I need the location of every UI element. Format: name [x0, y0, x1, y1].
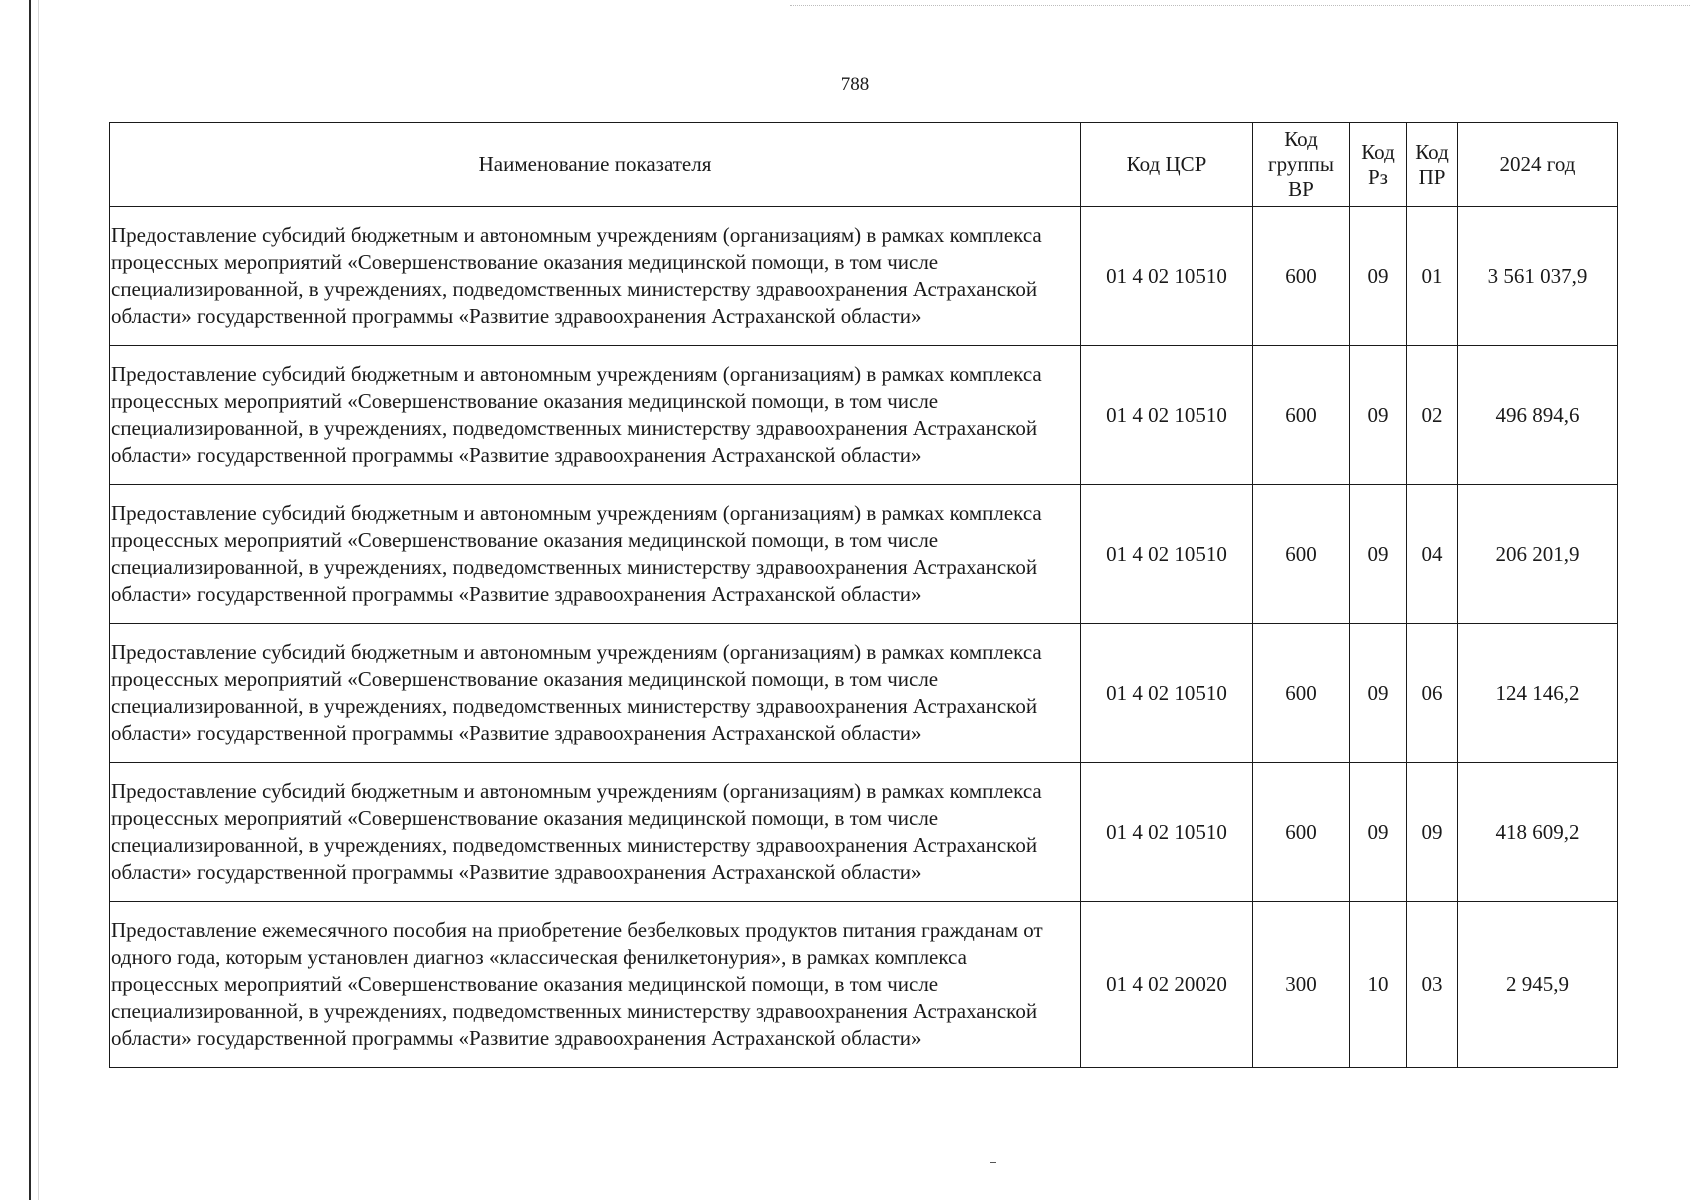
row-csr-cell: 01 4 02 10510 — [1081, 207, 1253, 346]
header-rz-code: Код Рз — [1350, 123, 1407, 207]
row-name-cell: Предоставление субсидий бюджетным и автономным учреждениям (организациям) в рамках комплекса процессных мероприятий «Совершенствование оказания медицинской помощи, в том числе специализированной, в учреждениях, подведомственных министерству здравоохранения Астраханской области» государственной программы «Развитие здравоохранения Астраханской области» — [110, 763, 1081, 902]
row-pr-cell: 04 — [1407, 485, 1458, 624]
table-header-row — [110, 123, 1618, 207]
row-amount-cell: 2 945,9 — [1458, 902, 1618, 1068]
row-vr-cell: 600 — [1253, 207, 1350, 346]
header-csr-code: Код ЦСР — [1081, 123, 1253, 207]
budget-table — [109, 122, 1618, 1068]
table-row — [110, 624, 1618, 763]
row-csr-cell: 01 4 02 10510 — [1081, 624, 1253, 763]
row-pr-cell: 02 — [1407, 346, 1458, 485]
row-amount-cell: 124 146,2 — [1458, 624, 1618, 763]
row-pr-cell: 01 — [1407, 207, 1458, 346]
row-pr-cell: 06 — [1407, 624, 1458, 763]
row-csr-cell: 01 4 02 10510 — [1081, 485, 1253, 624]
row-vr-cell: 600 — [1253, 763, 1350, 902]
row-rz-cell: 09 — [1350, 485, 1407, 624]
row-name-cell: Предоставление субсидий бюджетным и автономным учреждениям (организациям) в рамках комплекса процессных мероприятий «Совершенствование оказания медицинской помощи, в том числе специализированной, в учреждениях, подведомственных министерству здравоохранения Астраханской области» государственной программы «Развитие здравоохранения Астраханской области» — [110, 485, 1081, 624]
row-csr-cell: 01 4 02 20020 — [1081, 902, 1253, 1068]
row-vr-cell: 600 — [1253, 485, 1350, 624]
table-row — [110, 485, 1618, 624]
scan-top-artifact — [790, 5, 1690, 6]
scan-edge-line — [29, 0, 31, 1200]
row-vr-cell: 300 — [1253, 902, 1350, 1068]
row-pr-cell: 09 — [1407, 763, 1458, 902]
row-csr-cell: 01 4 02 10510 — [1081, 346, 1253, 485]
row-csr-cell: 01 4 02 10510 — [1081, 763, 1253, 902]
row-rz-cell: 09 — [1350, 207, 1407, 346]
row-amount-cell: 418 609,2 — [1458, 763, 1618, 902]
row-rz-cell: 09 — [1350, 346, 1407, 485]
page-number: 788 — [840, 74, 870, 95]
header-pr-code: Код ПР — [1407, 123, 1458, 207]
header-vr-group-code: Код группы ВР — [1253, 123, 1350, 207]
table-row — [110, 902, 1618, 1068]
row-vr-cell: 600 — [1253, 624, 1350, 763]
row-amount-cell: 496 894,6 — [1458, 346, 1618, 485]
row-pr-cell: 03 — [1407, 902, 1458, 1068]
row-name-cell: Предоставление субсидий бюджетным и автономным учреждениям (организациям) в рамках комплекса процессных мероприятий «Совершенствование оказания медицинской помощи, в том числе специализированной, в учреждениях, подведомственных министерству здравоохранения Астраханской области» государственной программы «Развитие здравоохранения Астраханской области» — [110, 346, 1081, 485]
row-amount-cell: 3 561 037,9 — [1458, 207, 1618, 346]
row-rz-cell: 09 — [1350, 624, 1407, 763]
row-name-cell: Предоставление субсидий бюджетным и автономным учреждениям (организациям) в рамках комплекса процессных мероприятий «Совершенствование оказания медицинской помощи, в том числе специализированной, в учреждениях, подведомственных министерству здравоохранения Астраханской области» государственной программы «Развитие здравоохранения Астраханской области» — [110, 207, 1081, 346]
row-rz-cell: 10 — [1350, 902, 1407, 1068]
row-vr-cell: 600 — [1253, 346, 1350, 485]
row-name-cell: Предоставление субсидий бюджетным и автономным учреждениям (организациям) в рамках комплекса процессных мероприятий «Совершенствование оказания медицинской помощи, в том числе специализированной, в учреждениях, подведомственных министерству здравоохранения Астраханской области» государственной программы «Развитие здравоохранения Астраханской области» — [110, 624, 1081, 763]
row-amount-cell: 206 201,9 — [1458, 485, 1618, 624]
row-rz-cell: 09 — [1350, 763, 1407, 902]
table-row — [110, 207, 1618, 346]
table-row — [110, 346, 1618, 485]
scan-stray-mark — [990, 1162, 996, 1163]
scan-edge-faint-line — [38, 0, 39, 1200]
row-name-cell: Предоставление ежемесячного пособия на приобретение безбелковых продуктов питания гражданам от одного года, которым установлен диагноз «классическая фенилкетонурия», в рамках комплекса процессных мероприятий «Совершенствование оказания медицинской помощи, в том числе специализированной, в учреждениях, подведомственных министерству здравоохранения Астраханской области» государственной программы «Развитие здравоохранения Астраханской области» — [110, 902, 1081, 1068]
table-row — [110, 763, 1618, 902]
header-year: 2024 год — [1458, 123, 1618, 207]
header-name: Наименование показателя — [110, 123, 1081, 207]
